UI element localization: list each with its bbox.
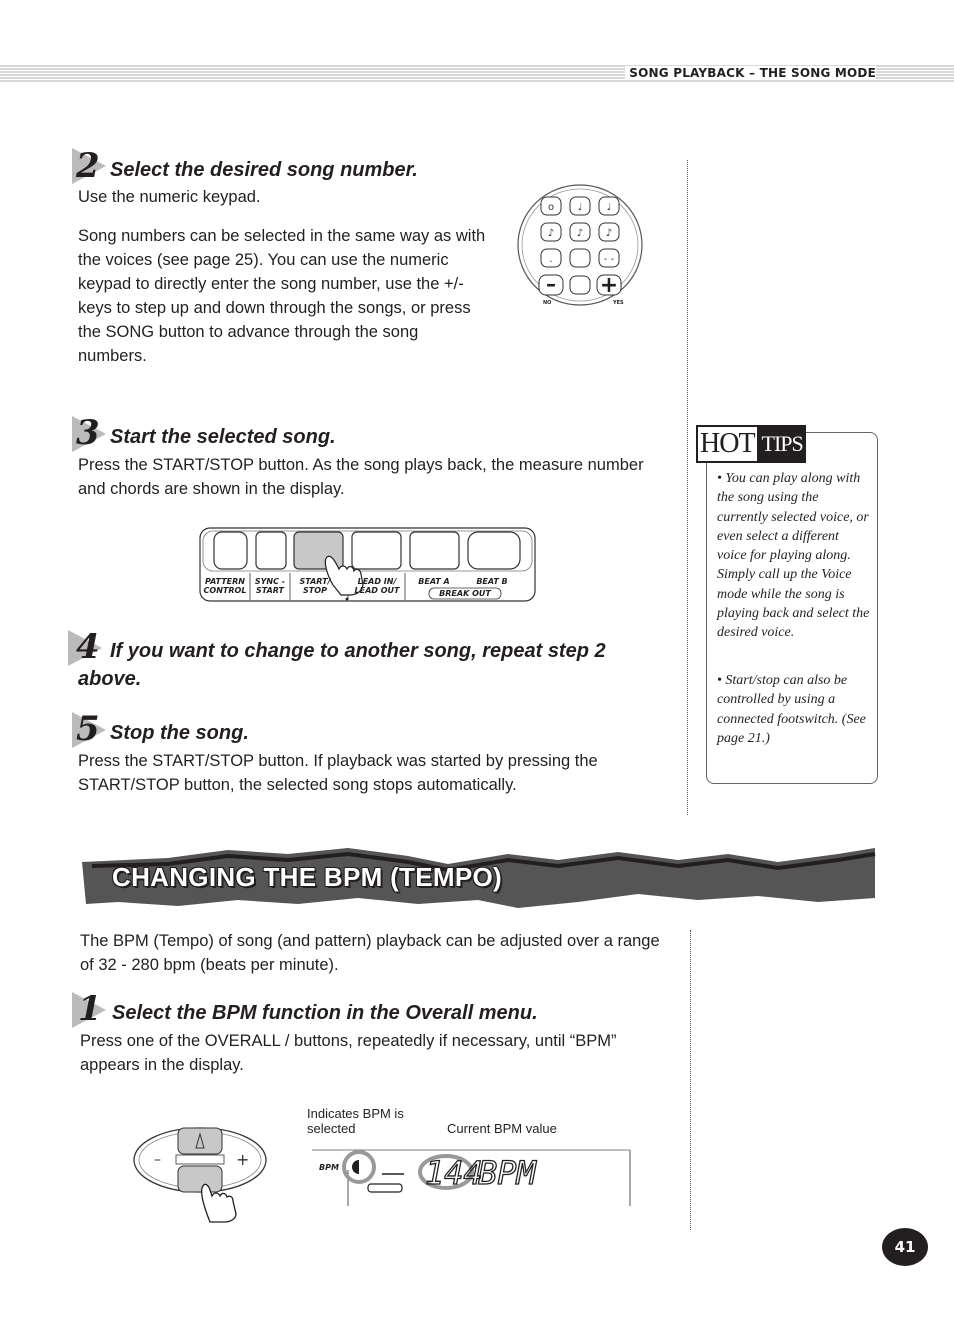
step-title: Start the selected song. bbox=[110, 426, 336, 448]
step-title: If you want to change to another song, repeat step 2 above. bbox=[78, 640, 606, 690]
step-paragraph: Song numbers can be selected in the same way as with the voices (see page 25). You can use the numeric keypad to directly enter the song number, use the +/- keys to step up and down through the songs, or press the SONG button to advance through the song numbers. bbox=[78, 227, 486, 365]
step-title: Select the BPM function in the Overall menu. bbox=[112, 1002, 538, 1024]
caption-bpm-selected: Indicates BPM is selected bbox=[307, 1106, 404, 1136]
step-paragraph: Press one of the OVERALL / buttons, repeatedly if necessary, until “BPM” appears in the display. bbox=[80, 1032, 617, 1074]
svg-text:- -: - - bbox=[603, 254, 615, 265]
lcd-bpm-unit: BPM bbox=[478, 1154, 536, 1192]
running-head: SONG PLAYBACK – THE SONG MODE bbox=[625, 66, 876, 80]
column-divider bbox=[687, 160, 688, 815]
step-number: 4 bbox=[76, 627, 100, 667]
control-panel-figure bbox=[199, 527, 536, 602]
numeric-keypad bbox=[515, 183, 645, 311]
hot-tip-item: • Start/stop can also be controlled by using a connected footswitch. (See page 21.) bbox=[717, 673, 866, 746]
section-title: CHANGING THE BPM (TEMPO) bbox=[112, 862, 502, 892]
beat-a-label: BEAT A bbox=[418, 577, 450, 586]
step-number: 3 bbox=[76, 413, 100, 453]
overall-buttons-figure bbox=[132, 1124, 272, 1224]
svg-text:♩: ♩ bbox=[577, 202, 583, 213]
step-title: Stop the song. bbox=[110, 722, 249, 744]
hot-tips-logo bbox=[696, 425, 806, 463]
break-out-label: BREAK OUT bbox=[439, 589, 491, 598]
svg-text:o: o bbox=[547, 202, 555, 213]
plus-key-label: + bbox=[599, 273, 619, 298]
section-intro: The BPM (Tempo) of song (and pattern) playback can be adjusted over a range of 32 - 280 bpm (beats per minute). bbox=[80, 932, 660, 974]
svg-text:.: . bbox=[549, 254, 553, 265]
hot-tips-logo-tips: TIPS bbox=[759, 425, 806, 463]
step-paragraph: Press the START/STOP button. If playback was started by pressing the START/STOP button, the selected song stops automatically. bbox=[78, 752, 598, 794]
column-divider bbox=[690, 930, 691, 1230]
lcd-bpm-value: 144 bbox=[425, 1154, 483, 1192]
step-number: 2 bbox=[76, 146, 100, 186]
start-stop-label: START/ STOP bbox=[299, 577, 331, 595]
page-number: 41 bbox=[882, 1228, 928, 1266]
svg-text:♪: ♪ bbox=[605, 228, 613, 239]
step-paragraph: Use the numeric keypad. bbox=[78, 188, 261, 206]
beat-b-label: BEAT B bbox=[476, 577, 508, 586]
caption-current-bpm: Current BPM value bbox=[447, 1121, 557, 1136]
step-paragraph: Press the START/STOP button. As the song plays back, the measure number and chords are shown in the display. bbox=[78, 456, 644, 498]
minus-key-label: – bbox=[546, 272, 556, 296]
lcd-display-figure bbox=[312, 1140, 634, 1208]
step-number: 5 bbox=[76, 709, 100, 749]
step-title: Select the desired song number. bbox=[110, 159, 418, 181]
hot-tips-logo-hot: HOT bbox=[696, 425, 759, 463]
svg-text:♪: ♪ bbox=[576, 228, 584, 239]
svg-text:♩: ♩ bbox=[606, 202, 612, 213]
bpm-tag: BPM bbox=[319, 1163, 339, 1172]
yes-label: YES bbox=[613, 300, 624, 306]
svg-text:+: + bbox=[236, 1150, 250, 1169]
hot-tip-item: • You can play along with the song using the currently selected voice, or even select a different voice for playing along. Simply call up the Voice mode while the song is playing back and select the desired voice. bbox=[717, 471, 870, 641]
svg-text:♪: ♪ bbox=[547, 228, 555, 239]
svg-text:–: – bbox=[154, 1152, 161, 1168]
no-label: NO bbox=[543, 300, 552, 306]
pattern-control-label: PATTERN CONTROL bbox=[203, 577, 247, 595]
lead-in-out-label: LEAD IN/ LEAD OUT bbox=[354, 577, 400, 595]
step-number: 1 bbox=[78, 989, 102, 1029]
sync-start-label: SYNC - START bbox=[254, 577, 286, 595]
